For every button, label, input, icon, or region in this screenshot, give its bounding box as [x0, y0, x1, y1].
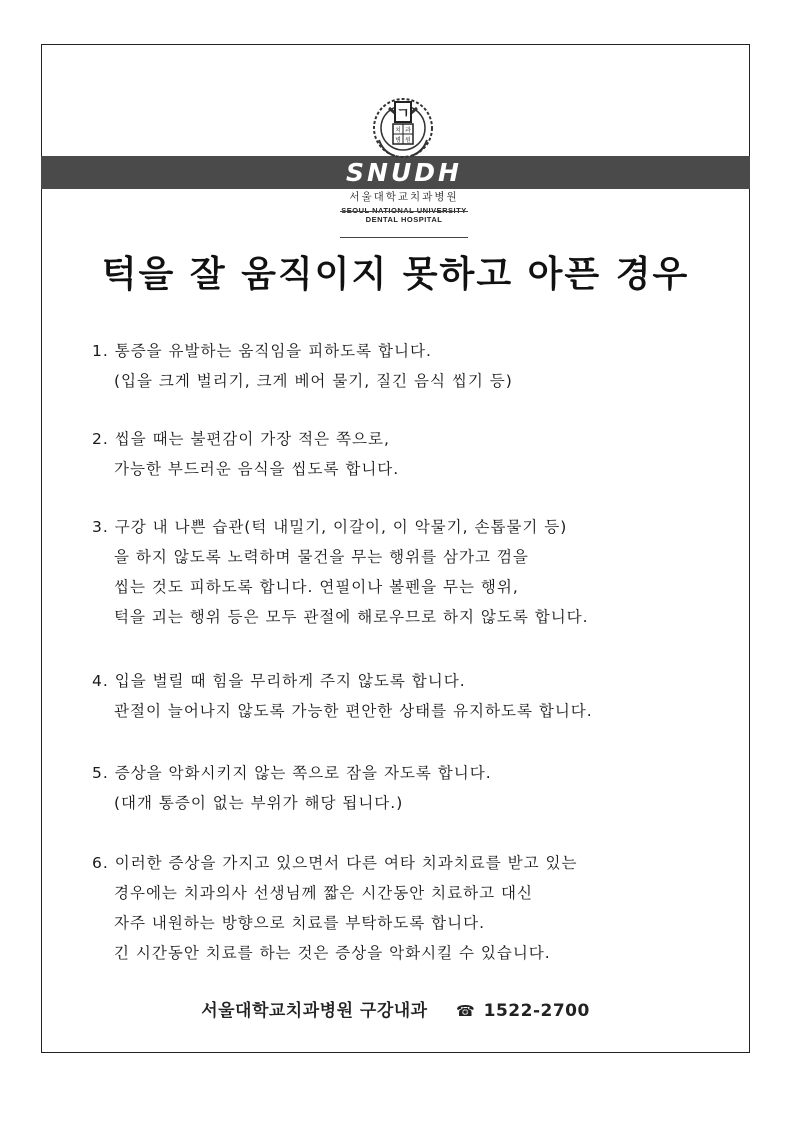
item-line: 4. 입을 벌릴 때 힘을 무리하게 주지 않도록 합니다. [92, 672, 466, 690]
hospital-name-korean: 서울대학교치과병원 [349, 191, 459, 203]
divider [340, 211, 468, 212]
svg-text:ㄱ: ㄱ [396, 106, 410, 122]
item-line: (입을 크게 벌리기, 크게 베어 물기, 질긴 음식 씹기 등) [114, 372, 513, 390]
svg-text:병: 병 [395, 137, 401, 144]
item-line: 6. 이러한 증상을 가지고 있으면서 다른 여타 치과치료를 받고 있는 [92, 854, 578, 872]
item-line: (대개 통증이 없는 부위가 해당 됩니다.) [114, 794, 404, 812]
list-item [92, 848, 732, 968]
item-line: 을 하지 않도록 노력하며 물건을 무는 행위를 삼가고 껌을 [114, 548, 529, 566]
item-line: 가능한 부드러운 음식을 씹도록 합니다. [114, 460, 400, 478]
telephone-icon: ☎ [456, 1002, 476, 1020]
hospital-name-english-line2: DENTAL HOSPITAL [365, 215, 443, 224]
list-item [92, 666, 732, 726]
svg-text:치: 치 [395, 127, 401, 134]
list-item [92, 336, 732, 396]
svg-text:원: 원 [405, 137, 411, 144]
hospital-name-english [334, 206, 474, 224]
divider [340, 237, 468, 238]
item-line: 씹는 것도 피하도록 합니다. 연필이나 볼펜을 무는 행위, [114, 578, 519, 596]
list-item [92, 512, 732, 632]
svg-text:과: 과 [405, 127, 411, 134]
item-line: 3. 구강 내 나쁜 습관(턱 내밀기, 이갈이, 이 악물기, 손톱물기 등) [92, 518, 568, 536]
item-line: 2. 씹을 때는 불편감이 가장 적은 쪽으로, [92, 430, 390, 448]
item-line: 자주 내원하는 방향으로 치료를 부탁하도록 합니다. [114, 914, 485, 932]
footer-contact [41, 996, 750, 1021]
department-name: 서울대학교치과병원 구강내과 [201, 1001, 428, 1021]
list-item [92, 424, 732, 484]
phone-number: 1522-2700 [483, 1001, 590, 1021]
item-line: 턱을 괴는 행위 등은 모두 관절에 해로우므로 하지 않도록 합니다. [114, 608, 589, 626]
brand-wordmark: SNUDH [346, 158, 462, 187]
emblem-icon [369, 92, 437, 160]
item-line: 1. 통증을 유발하는 움직임을 피하도록 합니다. [92, 342, 432, 360]
item-line: 관절이 늘어나지 않도록 가능한 편안한 상태를 유지하도록 합니다. [114, 702, 593, 720]
hospital-logo [334, 92, 474, 237]
item-line: 5. 증상을 악화시키지 않는 쪽으로 잠을 자도록 합니다. [92, 764, 492, 782]
item-line: 긴 시간동안 치료를 하는 것은 증상을 악화시킬 수 있습니다. [114, 944, 551, 962]
page-title: 턱을 잘 움직이지 못하고 아픈 경우 [101, 254, 690, 295]
item-line: 경우에는 치과의사 선생님께 짧은 시간동안 치료하고 대신 [114, 884, 533, 902]
list-item [92, 758, 732, 818]
